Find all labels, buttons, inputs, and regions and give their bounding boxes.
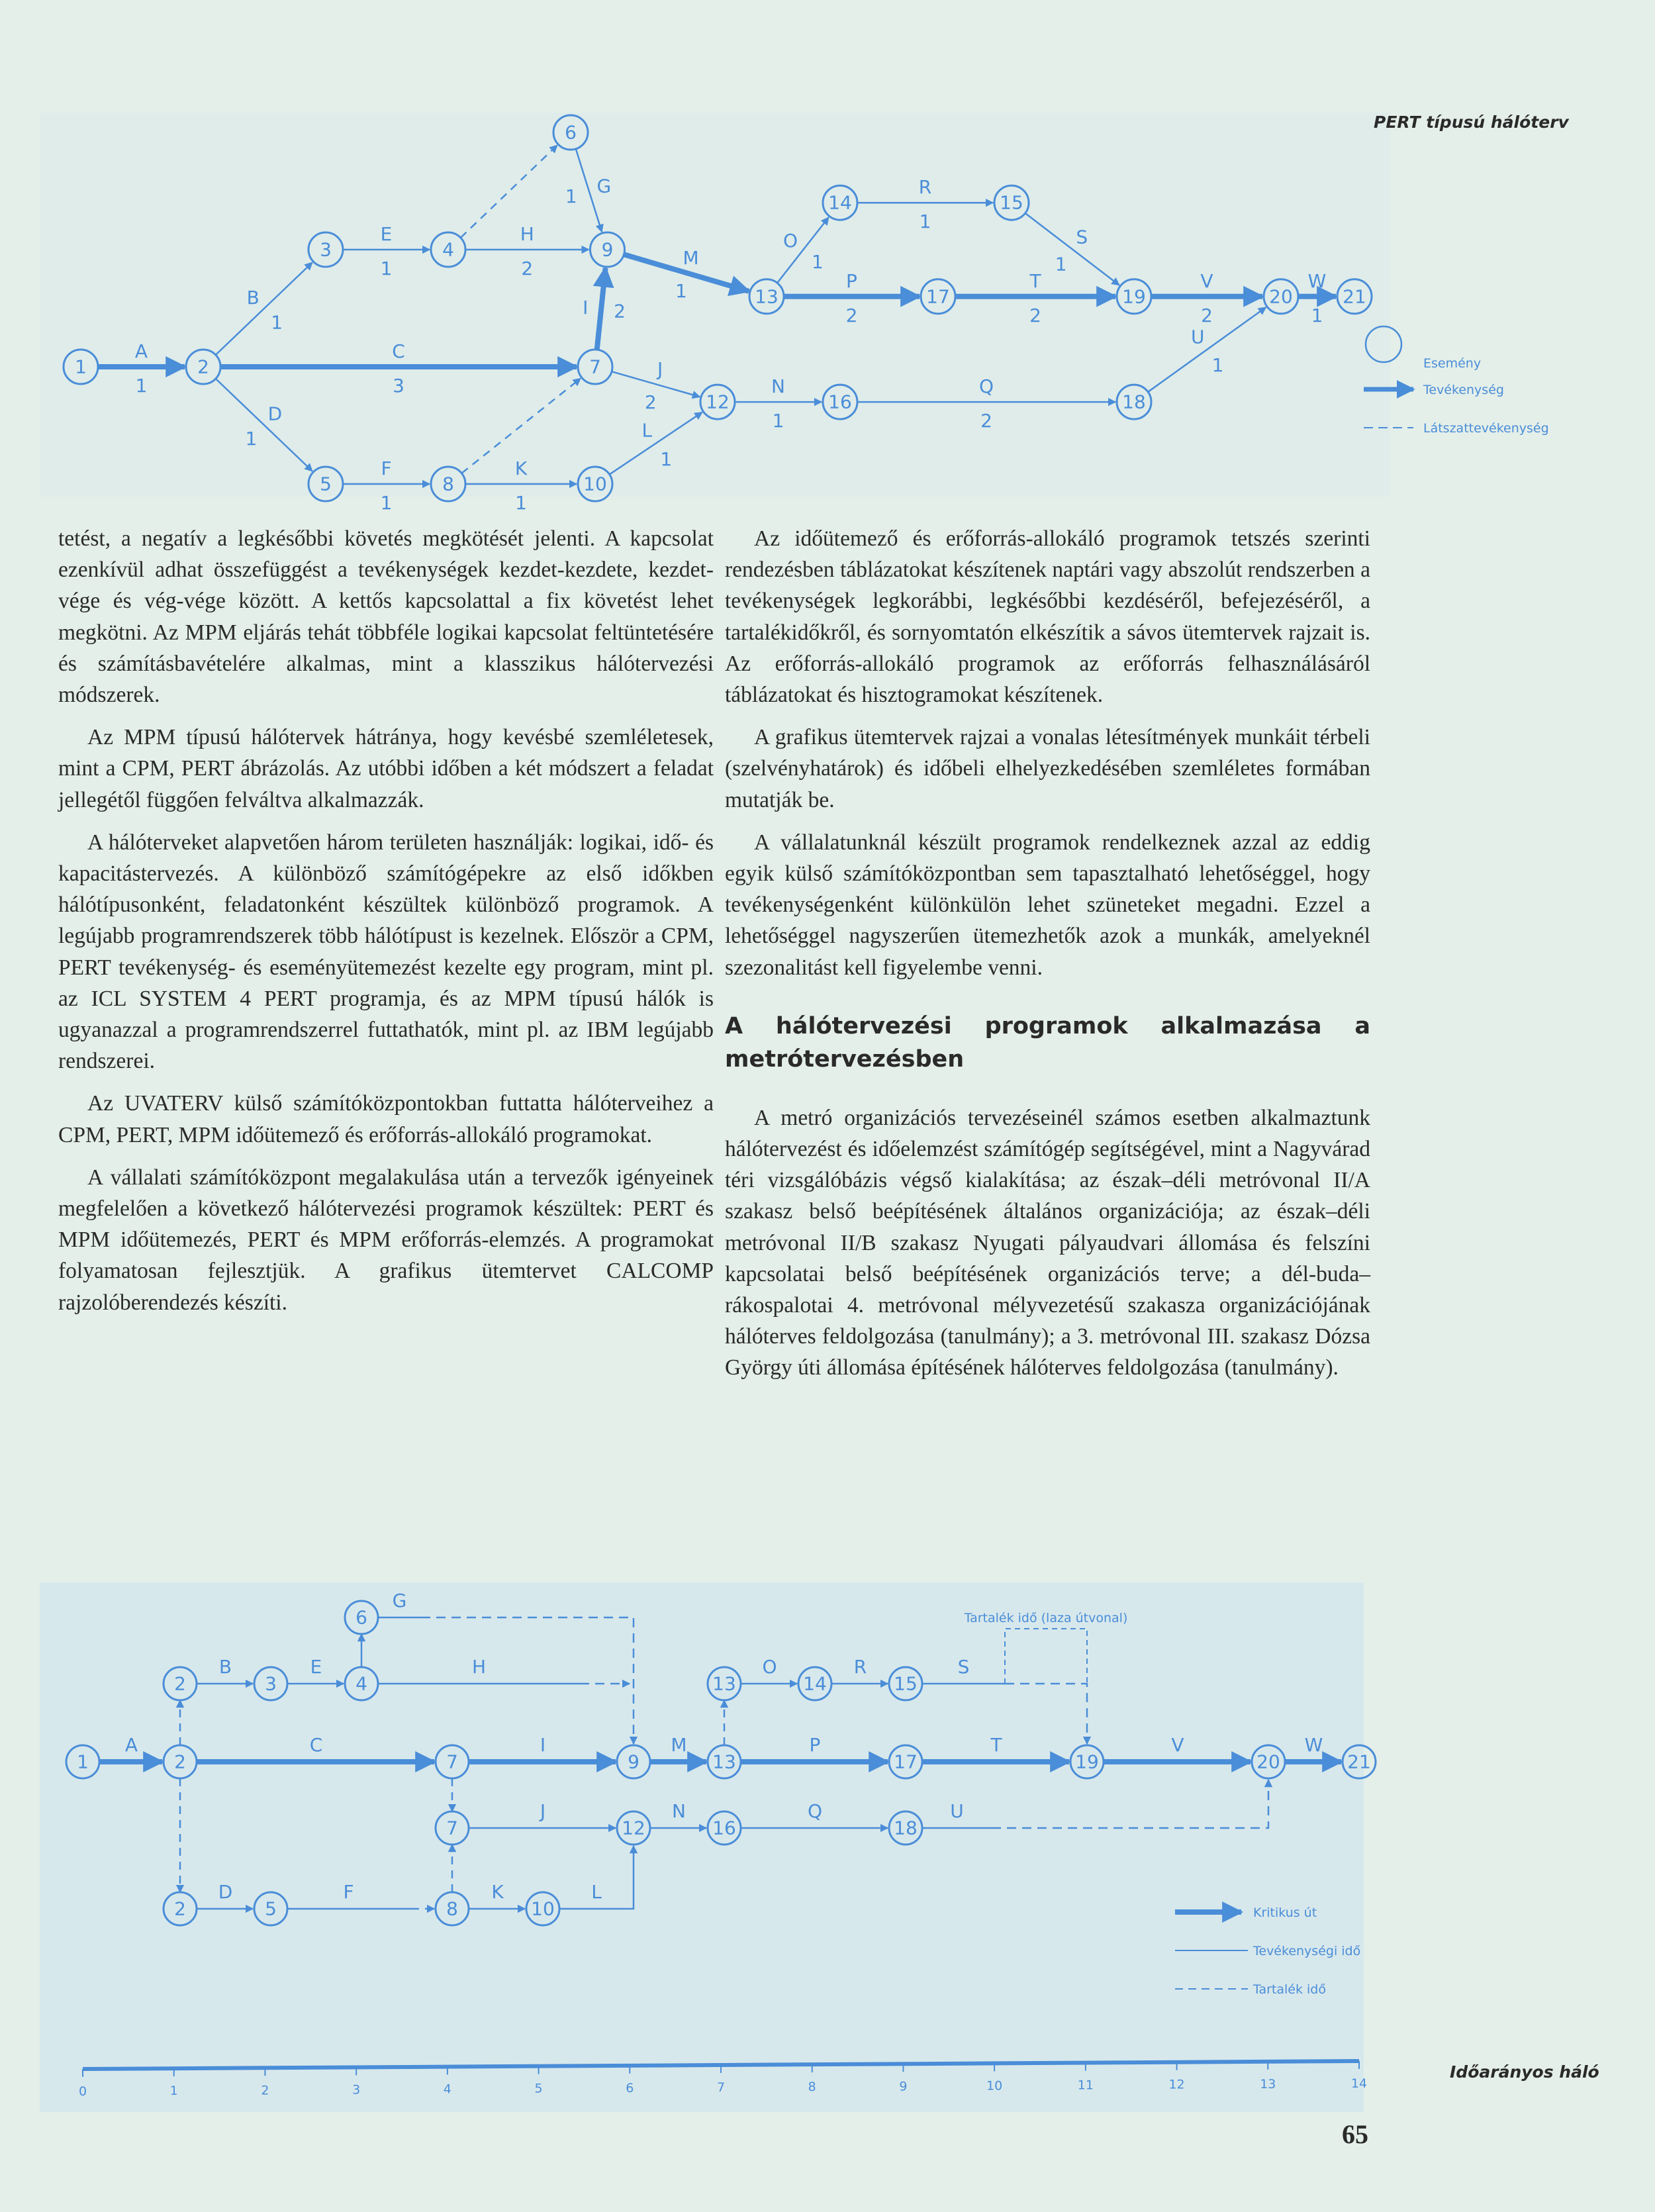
svg-text:4: 4 [442,238,454,261]
activity-J [612,358,700,413]
event-node [308,232,343,267]
slack-bracket [1005,1629,1087,1684]
activity-L [610,412,702,475]
event-node [164,1667,197,1700]
time-scaled-network-diagram [0,1589,1655,2185]
activity-arrow [216,379,312,471]
activity-label: B [218,1656,232,1678]
activity-D [197,1881,253,1909]
activity-duration: 1 [675,279,687,302]
activity-R [831,1656,888,1684]
event-node [591,232,625,267]
activity-S [922,1656,1087,1744]
activity-label: M [671,1734,687,1756]
paragraph: Az MPM típusú hálótervek hátránya, hogy kevésbé szemléletesek, mint a CPM, PERT ábrázolás. Az utóbbi időben a két módszert a feladat jellegétől függően felváltva alkalmazzák. [58,725,714,812]
legend-label: Látszattevékenység [1423,421,1549,436]
activity-F [343,457,430,514]
activity-E [343,223,430,279]
activity-P [741,1734,888,1762]
event-node [994,185,1029,220]
axis-tick-label: 4 [443,2082,451,2097]
activity-D [216,379,312,471]
event-circle-icon [1366,326,1401,362]
activity-duration: 1 [245,428,258,450]
activity-A [99,1734,162,1762]
activity-label: T [1029,269,1041,292]
activity-label: Q [807,1800,823,1822]
svg-text:7: 7 [446,1751,458,1773]
svg-text:18: 18 [894,1817,918,1839]
activity-M [650,1734,706,1762]
top-legend [1364,326,1549,436]
activity-label: E [380,223,393,245]
activity-label: R [918,176,932,199]
svg-text:18: 18 [1122,391,1146,413]
activity-label: R [853,1656,867,1678]
paragraph: tetést, a negatív a legkésőbbi követés megkötését jelenti. A kapcsolat ezenkívül adhat összefüggést a tevékenységek kezdet-kezdete, kezdet-vége és vég-vége között. A kettős kapcsolattal a fix követést lehet megkötni. Az MPM eljárás tehát többféle logikai kapcsolat feltüntetésére és számításbavételére alkalmas, mint a klasszikus hálótervezési módszerek. [58,526,714,708]
svg-text:3: 3 [265,1672,277,1695]
event-node [526,1892,559,1925]
activity-label: I [583,296,589,318]
activity-label: A [124,1734,138,1756]
activity-label: H [520,223,534,245]
svg-text:5: 5 [320,473,332,495]
svg-text:15: 15 [894,1672,918,1695]
activity-label: U [1190,326,1205,348]
activity-Q [857,375,1115,432]
paragraph: Az UVATERV külső számítóközpontokban futtatta hálóterveihez a CPM, PERT, MPM időütemező és erőforrás-allokáló programokat. [58,1091,714,1147]
svg-text:12: 12 [706,391,730,413]
activity-label: W [1307,269,1327,292]
event-node [823,385,857,419]
svg-text:7: 7 [446,1817,458,1839]
legend-label: Tartalék idő [1253,1982,1326,1997]
axis-tick-label: 14 [1350,2076,1368,2091]
activity-duration: 2 [521,258,534,279]
paragraph: A vállalati számítóközpont megalakulása után a tervezők igényeinek megfelelően a következő hálótervezési programok készültek: PERT és MPM időütemezés, PERT és MPM erőforrás-elemzés. A programokat folyamatosan fejlesztjük. A grafikus ütemtervet CALCOMP rajzolóberendezés készíti. [58,1165,714,1315]
activity-duration: 1 [1055,253,1067,275]
activity-label: V [1171,1734,1184,1756]
svg-text:21: 21 [1347,1751,1371,1773]
event-node [1264,279,1298,314]
svg-text:12: 12 [622,1817,645,1839]
activity-label: T [990,1734,1002,1756]
event-node [553,115,588,150]
slack-time-line [1005,1684,1087,1744]
activity-label: J [540,1800,546,1822]
svg-text:16: 16 [712,1817,736,1839]
axis-tick-label: 7 [716,2080,726,2095]
activity-W [1298,270,1336,326]
axis-tick-label: 13 [1260,2076,1276,2092]
svg-text:8: 8 [442,473,454,495]
event-node [700,385,735,419]
axis-tick-label: 0 [78,2084,87,2099]
activity-label: H [471,1656,487,1678]
page-number: 65 [1342,2119,1368,2149]
activity-duration: 1 [1311,304,1323,326]
activity-arrow [461,145,557,238]
event-node [164,1892,197,1925]
event-node [617,1745,650,1778]
event-node [617,1811,650,1845]
svg-text:14: 14 [803,1672,827,1695]
event-node [823,185,857,220]
activity-O [777,217,829,283]
event-node [431,467,465,501]
event-node [578,350,612,384]
svg-text:9: 9 [601,238,614,261]
event-node [1252,1745,1285,1778]
axis-tick-label: 9 [899,2079,908,2094]
event-node [436,1811,469,1845]
activity-label: I [540,1734,546,1756]
svg-text:2: 2 [174,1751,186,1773]
activity-duration: 2 [644,391,657,414]
activity-duration: 1 [919,211,931,233]
svg-text:15: 15 [1000,191,1023,214]
svg-text:19: 19 [1122,285,1146,308]
activity-label: O [782,229,798,252]
activity-O [741,1656,797,1684]
legend-label: Kritikus út [1253,1905,1317,1920]
activity-label: S [957,1656,970,1678]
svg-text:16: 16 [828,391,852,413]
axis-tick-label: 5 [534,2081,543,2096]
activity-G [378,1590,634,1744]
axis-tick-label: 10 [986,2078,1003,2093]
svg-text:21: 21 [1343,285,1366,308]
paragraph: A vállalatunknál készült programok rendelkeznek azzal az eddig egyik külső számítóközpontban sem tapasztalható lehetőséggel, hogy tevékenységenként különkülön lehet szüneteket megadni. Ezzel a lehetőséggel nagyszerűen ütemezhetők azok a munkák, amelyeknél szezonalitást kell figyelembe venni. [725,830,1370,980]
svg-text:2: 2 [174,1898,186,1920]
activity-label: U [950,1800,964,1822]
event-node [164,1745,197,1778]
svg-text:6: 6 [565,121,577,144]
axis-tick-label: 3 [352,2082,361,2097]
activity-K [469,1881,525,1909]
activity-M [624,247,749,302]
activity-duration: 2 [1201,304,1213,326]
event-node [308,467,343,501]
svg-text:10: 10 [583,473,607,495]
svg-text:1: 1 [75,356,87,378]
pert-network-diagram [0,0,1655,514]
activity-duration: 3 [393,375,404,397]
event-node [578,467,612,501]
event-node [1070,1745,1104,1778]
activity-label: P [846,269,857,292]
event-node [186,350,220,384]
event-node [889,1745,922,1778]
activity-duration: 2 [1029,304,1041,326]
svg-text:10: 10 [531,1898,555,1920]
svg-text:19: 19 [1075,1751,1099,1773]
legend-label: Tevékenység [1423,383,1504,397]
activity-label: D [218,1881,233,1903]
activity-label: M [683,247,699,269]
activity-Q [741,1800,888,1828]
legend-item-dashed [1364,421,1549,436]
activity-label: K [491,1881,504,1903]
event-node [436,1745,469,1778]
activity-duration: 1 [1211,354,1224,376]
activity-P [784,270,920,326]
svg-text:9: 9 [628,1751,639,1773]
svg-text:13: 13 [712,1672,736,1695]
legend-label: Tevékenységi idő [1253,1944,1361,1958]
event-node [749,279,784,314]
activity-C [197,1734,434,1762]
activity-C [220,340,577,397]
bottom-diagram-caption: Időarányos háló [1450,2062,1599,2082]
activity-L [559,1846,634,1909]
activity-E [287,1656,344,1684]
activity-G [565,149,611,232]
activity-label: B [246,286,260,309]
activity-duration: 1 [772,410,784,432]
event-node [1343,1745,1376,1778]
activity-label: L [591,1881,602,1903]
activity-B [197,1656,253,1684]
activity-U [922,1780,1268,1828]
activity-dummy [461,145,557,238]
activity-label: V [1200,269,1213,292]
legend-item-dashed [1175,1982,1326,1997]
svg-text:6: 6 [355,1606,367,1629]
event-node [798,1667,831,1700]
event-node [431,232,465,267]
activity-duration: 1 [812,251,824,273]
svg-text:17: 17 [894,1751,918,1773]
axis-tick-label: 1 [169,2084,178,2099]
slack-time-line [421,1617,634,1744]
activity-duration: 2 [845,304,858,326]
activity-label: C [392,340,405,362]
event-node [921,279,955,314]
activity-label: F [381,457,392,479]
event-node [889,1811,922,1845]
activity-label: G [392,1590,407,1611]
event-node [345,1667,378,1700]
activity-F [287,1881,434,1909]
activity-N [735,375,822,432]
svg-text:20: 20 [1256,1751,1280,1773]
activity-label: D [267,403,283,425]
axis-tick-label: 2 [261,2083,269,2098]
paragraph: Az időütemező és erőforrás-allokáló programok tetszés szerinti rendezésben táblázatokat készítenek naptári vagy abszolút rendszerben a tevékenységek legkorábbi, legkésőbbi kezdéséről, befejezéséről, a tartalékidőkről, és sornyomtatón elkészítik a sávos ütemtervek rajzait is. Az erőforrás-allokáló programok az erőforrás felhasználásáról táblázatokat és hisztogramokat készítenek. [725,526,1370,708]
activity-label: S [1076,226,1088,248]
paragraph: A hálóterveket alapvetően három területen használják: logikai, idő- és kapacitástervezés. A különböző számítógépekre az első időkben hálótípusonként, feladatonként készültek különböző programok. A legújabb programrendszerek több hálótípust is kezelnek. Először a CPM, PERT tevékenység- és eseményütemezést kezelte egy program, mint pl. az ICL SYSTEM 4 PERT programja, és az MPM típusú hálók is ugyanazzal a programrendszerrel futtathatók, mint pl. az IBM legújabb rendszerei. [58,830,714,1074]
legend-item-circle [1366,326,1481,371]
svg-text:4: 4 [355,1672,367,1695]
activity-duration: 2 [614,300,626,322]
activity-H [378,1656,630,1684]
activity-duration: 1 [660,448,673,470]
svg-text:2: 2 [197,356,209,378]
activity-label: N [672,1800,686,1822]
activity-I [469,1734,616,1762]
activity-label: L [641,419,653,442]
legend-item-arrow [1175,1905,1317,1920]
legend-item-line [1175,1944,1360,1958]
event-node [708,1811,741,1845]
activity-label: N [771,375,785,398]
legend-label: Esemény [1423,356,1482,371]
axis-tick-label: 6 [626,2080,634,2095]
activity-V [1104,1734,1251,1762]
legend-item-arrow [1364,383,1504,397]
activity-label: G [596,175,612,197]
activity-label: O [762,1656,777,1678]
right-text-column [725,523,1370,1395]
activity-W [1285,1734,1341,1762]
event-node [1117,279,1151,314]
activity-label: C [309,1734,323,1756]
activity-N [650,1800,706,1828]
activity-label: J [657,358,663,381]
axis-tick-label: 12 [1168,2077,1185,2092]
activity-arrow [597,268,606,350]
activity-label: W [1304,1734,1323,1756]
activity-label: A [134,340,148,362]
svg-text:20: 20 [1269,285,1293,308]
activity-label: Q [978,375,994,398]
slack-time-line [992,1780,1268,1828]
activity-duration: 2 [980,410,992,432]
activity-duration: 1 [515,492,527,514]
paragraph: A grafikus ütemtervek rajzai a vonalas létesítmények munkáit térbeli (szelvényhatárok) és időbeli elhelyezkedésében szemléletes formában mutatják be. [725,725,1370,812]
left-text-column [58,523,714,1329]
svg-text:13: 13 [712,1751,736,1773]
activity-duration: 1 [565,185,577,207]
activity-duration: 1 [135,375,148,397]
activity-label: K [514,457,528,479]
svg-text:8: 8 [446,1898,458,1920]
slack-annotation: Tartalék idő (laza útvonal) [964,1611,1128,1625]
activity-A [98,340,185,397]
activity-I [583,268,626,350]
bottom-legend [1175,1905,1360,1997]
activity-label: F [343,1881,354,1903]
axis-tick-label: 8 [808,2080,816,2095]
activity-R [857,176,993,232]
event-node [436,1892,469,1925]
event-node [254,1892,287,1925]
activity-arrow [216,262,312,355]
activity-T [922,1734,1069,1762]
svg-text:17: 17 [926,285,950,308]
svg-text:7: 7 [589,356,601,378]
activity-arrow [610,412,702,475]
top-diagram-caption: PERT típusú hálóterv [1374,113,1569,132]
axis-tick-label: 11 [1077,2078,1094,2093]
activity-T [955,270,1115,326]
time-axis [79,2061,1367,2099]
activity-V [1151,270,1262,326]
event-node [1337,279,1372,314]
event-node [345,1601,378,1634]
activity-label: P [809,1734,821,1756]
paragraph: A metró organizációs tervezéseinél számos esetben alkalmaztunk hálótervezést és időelemzést számítógép segítségével, mint a Nagyvárad téri vizsgálóbázis végső kialakítása; az észak–déli metróvonal II/A szakasz belső beépítésének általános organizációja; az észak–déli metróvonal II/B szakasz Nyugati pályaudvari állomása és felszíni kapcsolatai belső beépítésének organizációs terve; a dél-buda–rákospalotai 4. metróvonal mélyvezetésű szakasza organizációjának hálóterves feldolgozása (tanulmány); a 3. metróvonal III. szakasz Dózsa György úti állomása építésének hálóterves feldolgozása (tanulmány). [725,1105,1370,1380]
svg-text:2: 2 [174,1672,186,1695]
activity-H [465,223,589,279]
svg-text:1: 1 [77,1751,89,1773]
svg-text:3: 3 [320,238,332,261]
event-node [254,1667,287,1700]
event-node [708,1667,741,1700]
event-node [889,1667,922,1700]
svg-text:13: 13 [755,285,779,308]
event-node [708,1745,741,1778]
section-heading: A hálótervezési programok alkalmazása a metrótervezésben [725,1012,1370,1073]
event-node [1117,385,1151,419]
activity-K [465,457,577,514]
event-node [66,1745,99,1778]
activity-duration: 1 [271,311,283,334]
event-node [64,350,98,384]
activity-label: E [310,1656,322,1678]
activity-duration: 1 [380,492,393,514]
activity-J [469,1800,616,1828]
activity-duration: 1 [380,258,393,279]
svg-text:14: 14 [828,191,852,214]
svg-text:5: 5 [265,1898,277,1920]
activity-B [216,262,312,355]
